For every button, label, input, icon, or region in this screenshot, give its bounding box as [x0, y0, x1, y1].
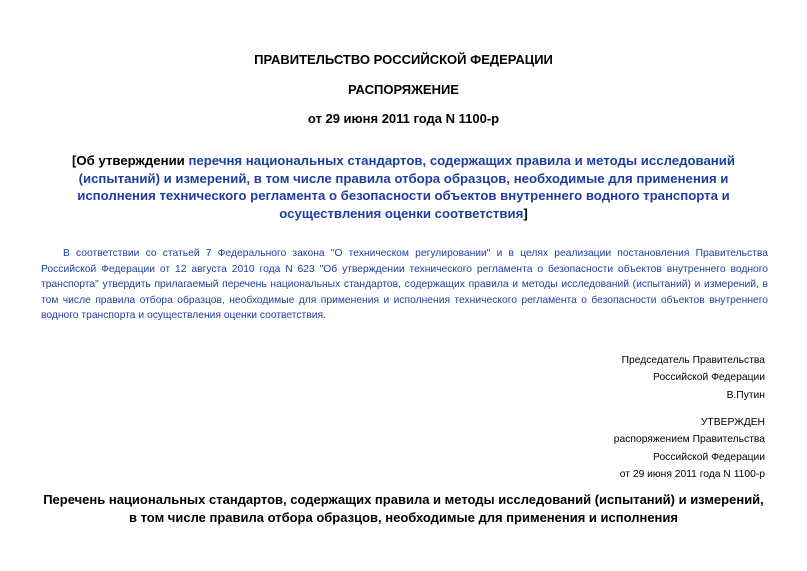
signature-name: В.Путин: [726, 389, 765, 401]
document-type-heading: РАСПОРЯЖЕНИЕ: [348, 82, 459, 97]
title-close-bracket: ]: [523, 205, 528, 221]
body-text-part1: В соответствии со: [63, 248, 163, 259]
signature-block: [465, 352, 765, 404]
body-text-part3: утвердить прилагаемый перечень национальных стандартов, содержащих правила и методы исследований (испытаний) и измерений, в том числе правила отбора образцов, необходимые для применения и исполнения технического регламента о безопасности объектов внутреннего водного транспорта и осуществления оценки соответствия.: [41, 279, 768, 322]
body-text-part2: и в целях реализации: [490, 248, 618, 259]
approval-country: Российской Федерации: [653, 451, 765, 463]
approval-heading: УТВЕРЖДЕН: [700, 417, 765, 428]
body-paragraph: [41, 246, 768, 324]
government-heading: ПРАВИТЕЛЬСТВО РОССИЙСКОЙ ФЕДЕРАЦИИ: [254, 52, 553, 67]
signature-country: Российской Федерации: [653, 372, 765, 384]
title-link[interactable]: перечня национальных стандартов, содержащих правила и методы исследований (испытаний) и измерений, в том числе правила отбора образцов, необходимые для применения и исполнения технического регламента о безопасности объектов внутреннего водного транспорта и осуществления оценки соответствия: [77, 153, 735, 221]
title-prefix: [Об утверждении: [71, 153, 189, 168]
signature-position: Председатель Правительства: [621, 355, 765, 366]
approval-date: от 29 июня 2011 года N 1100-р: [619, 469, 765, 481]
law-article-link[interactable]: статьей 7 Федерального закона "О техническом регулировании": [162, 248, 491, 259]
list-title: Перечень национальных стандартов, содержащих правила и методы исследований (испытаний) и измерений, в том числе правила отбора образцов, необходимые для применения и исполнения: [43, 492, 764, 525]
decree-link[interactable]: постановления Правительства Российской Федерации от 12 августа 2010 года N 623 "Об утверждении технического регламента о безопасности объектов внутреннего водного транспорта": [41, 248, 768, 291]
document-title: [62, 152, 745, 222]
approval-by: распоряжением Правительства: [613, 434, 765, 446]
approval-block: [465, 414, 765, 484]
document-date-number: от 29 июня 2011 года N 1100-р: [307, 111, 500, 126]
